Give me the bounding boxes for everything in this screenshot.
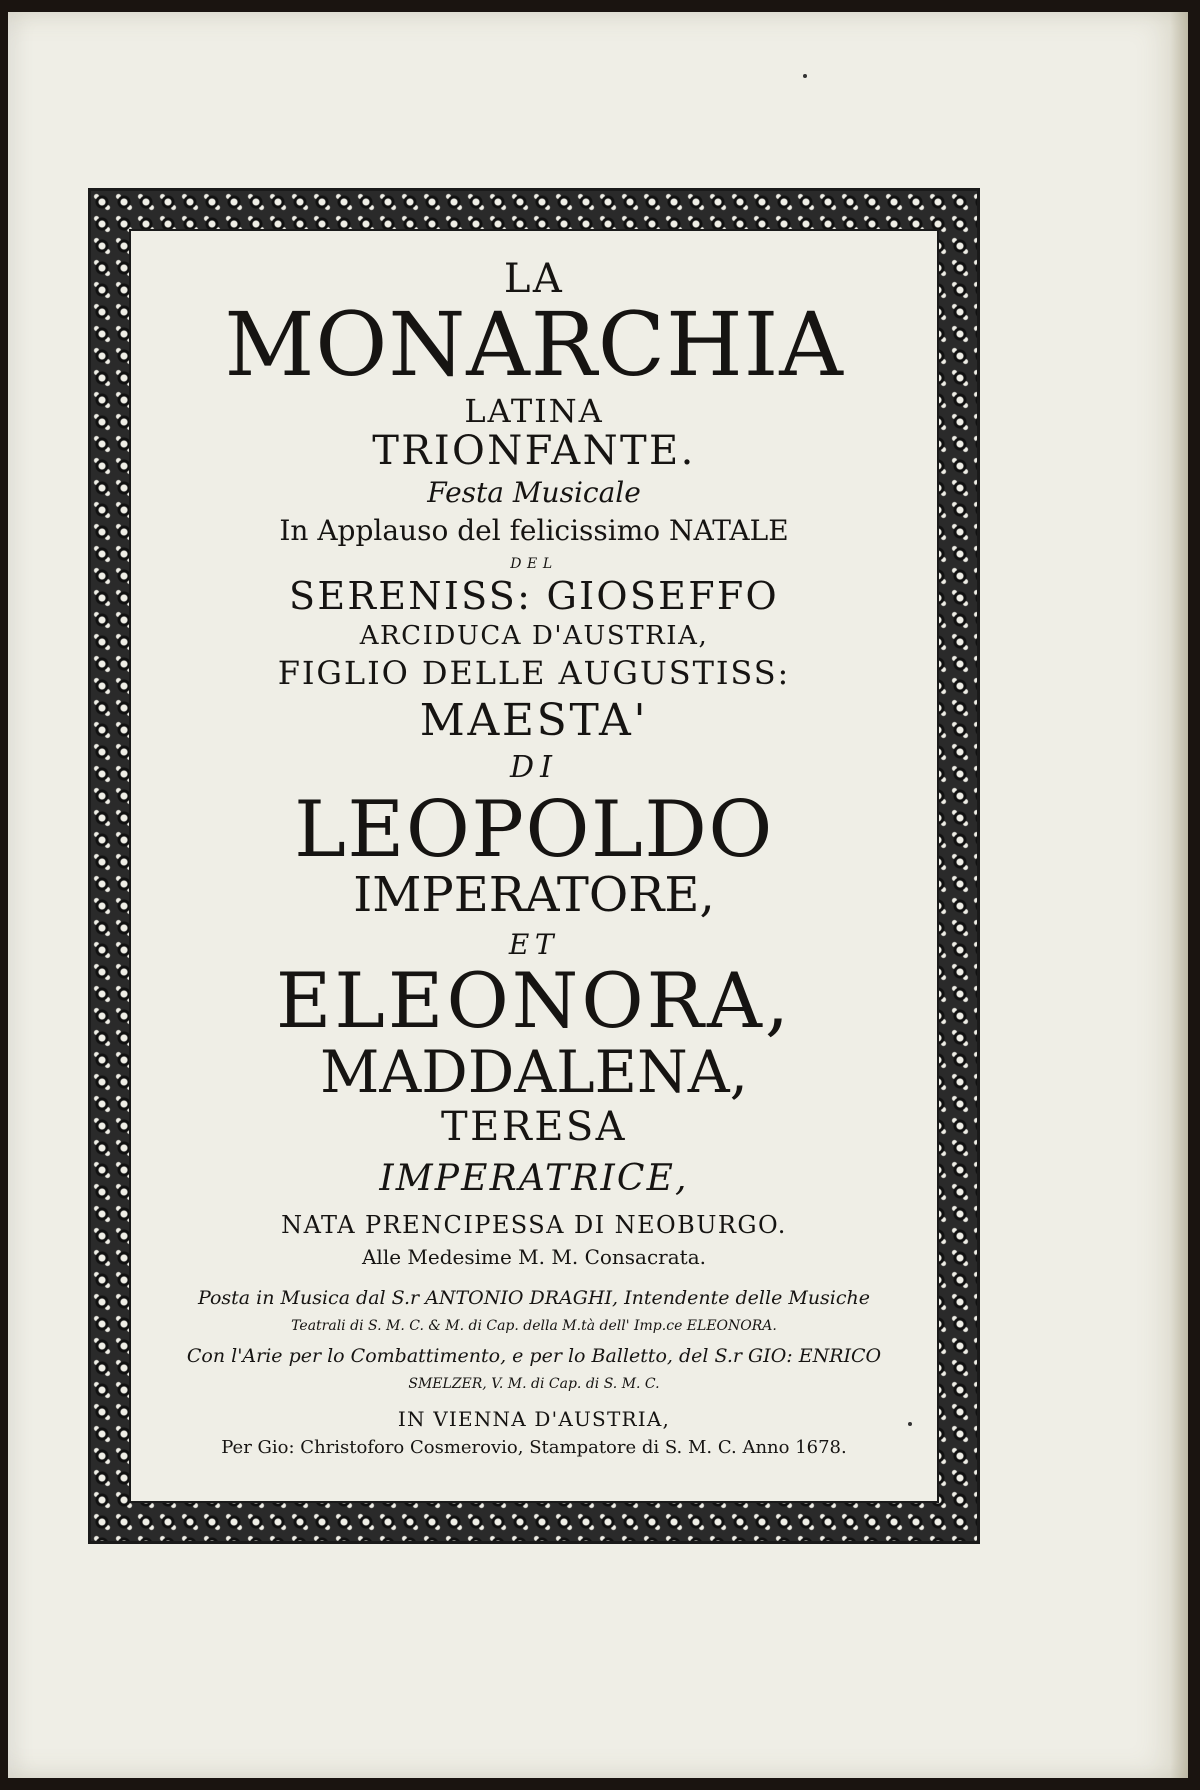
line-teresa: TERESA xyxy=(441,1104,627,1150)
page-edge-shadow xyxy=(1170,12,1188,1778)
title-text-block xyxy=(131,231,937,1501)
line-applauso: In Applauso del felicissimo NATALE xyxy=(279,514,789,547)
line-sereniss-gioseffo: SERENISS: GIOSEFFO xyxy=(289,574,779,618)
line-arie: Con l'Arie per lo Combattimento, e per lo Balletto, del S.r GIO: ENRICO xyxy=(186,1345,882,1367)
line-posta-in-musica: Posta in Musica dal S.r ANTONIO DRAGHI, Intendente delle Musiche xyxy=(197,1287,871,1309)
line-et: ET xyxy=(508,928,560,961)
line-di: DI xyxy=(510,750,558,785)
line-del: DEL xyxy=(510,556,558,572)
title-trionfante: TRIONFANTE. xyxy=(372,428,696,474)
line-alle-medesime: Alle Medesime M. M. Consacrata. xyxy=(361,1245,706,1269)
line-nata-prencipessa: NATA PRENCIPESSA DI NEOBURGO. xyxy=(281,1211,787,1239)
line-smelzer: SMELZER, V. M. di Cap. di S. M. C. xyxy=(408,1376,660,1392)
line-maesta: MAESTA' xyxy=(419,695,649,746)
line-arciduca: ARCIDUCA D'AUSTRIA, xyxy=(359,621,709,651)
ink-speck xyxy=(908,1422,912,1426)
line-teatrali: Teatrali di S. M. C. & M. di Cap. della M.tà dell' Imp.ce ELEONORA. xyxy=(291,1318,777,1334)
imprint-printer: Per Gio: Christoforo Cosmerovio, Stampatore di S. M. C. Anno 1678. xyxy=(221,1437,847,1458)
title-panel xyxy=(129,229,939,1503)
line-eleonora: ELEONORA, xyxy=(275,956,793,1045)
title-monarchia: MONARCHIA xyxy=(224,293,844,396)
ornamental-border xyxy=(88,188,980,1544)
book-page xyxy=(8,12,1188,1778)
imprint-place: IN VIENNA D'AUSTRIA, xyxy=(397,1407,671,1431)
title-la: LA xyxy=(503,256,565,302)
line-leopoldo: LEOPOLDO xyxy=(294,785,774,875)
line-maddalena: MADDALENA, xyxy=(319,1038,749,1106)
title-latina: LATINA xyxy=(464,392,604,430)
subtitle-festa-musicale: Festa Musicale xyxy=(427,476,641,509)
line-imperatore: IMPERATORE, xyxy=(353,867,715,923)
line-figlio: FIGLIO DELLE AUGUSTISS: xyxy=(277,654,791,692)
line-imperatrice: IMPERATRICE, xyxy=(379,1158,689,1199)
ink-speck xyxy=(803,74,807,78)
